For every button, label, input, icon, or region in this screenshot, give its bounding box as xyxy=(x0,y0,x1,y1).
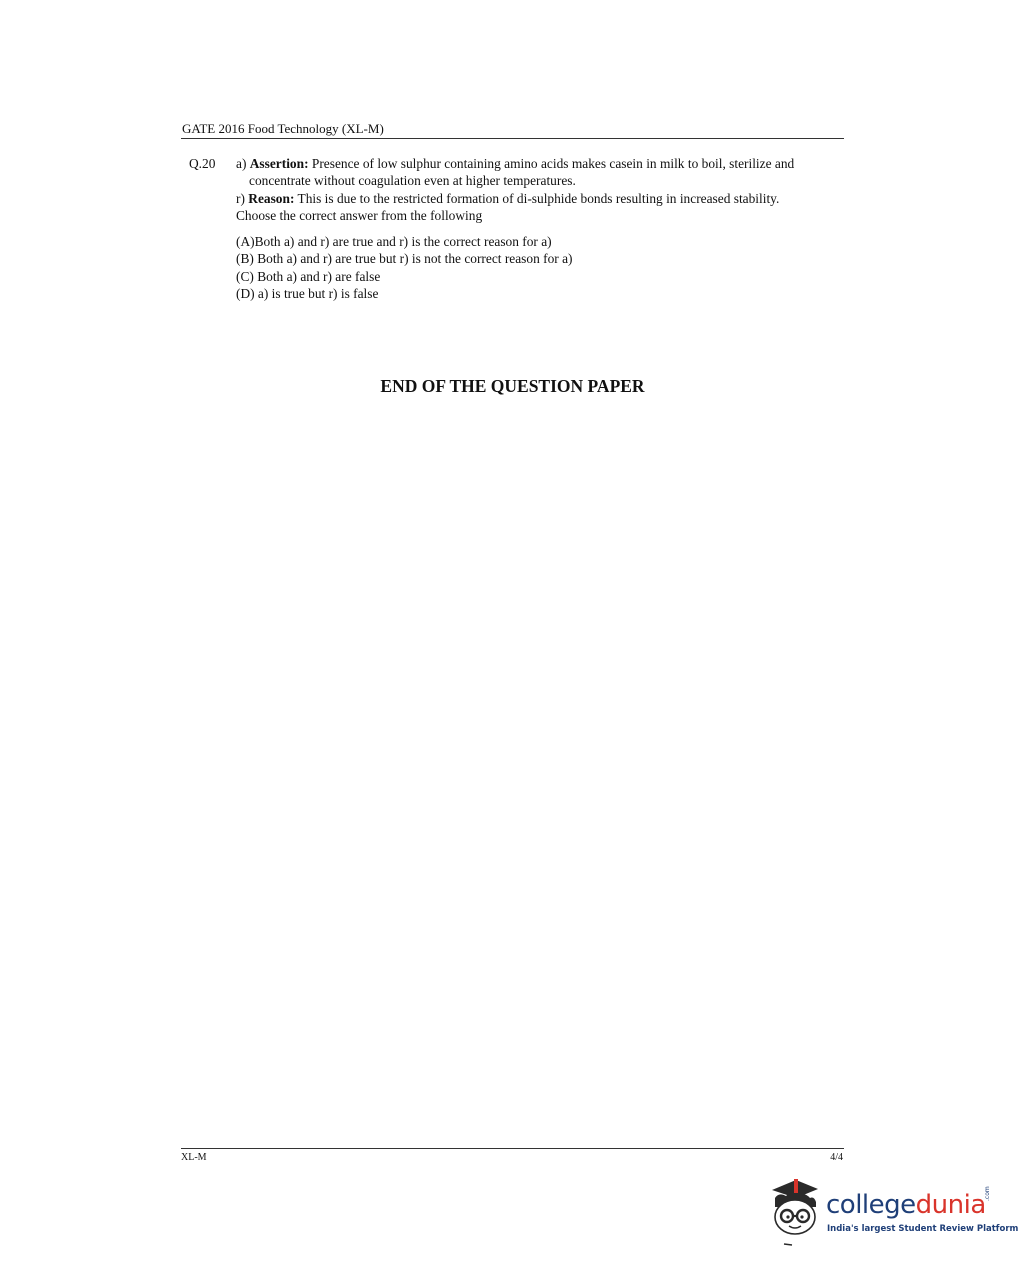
reason-label: Reason: xyxy=(248,190,295,206)
page-footer xyxy=(181,1148,844,1169)
student-mascot-icon xyxy=(766,1176,828,1248)
option-b: (B) Both a) and r) are true but r) is not the correct reason for a) xyxy=(236,251,573,267)
reason-text: This is due to the restricted formation of di-sulphide bonds resulting in increased stability. xyxy=(297,190,780,206)
reason-prefix: r) xyxy=(236,190,245,206)
brand-name-dunia: dunia xyxy=(915,1190,986,1220)
question-number: Q.20 xyxy=(189,156,216,171)
collegedunia-logo xyxy=(766,1176,1019,1256)
brand-name-college: college xyxy=(826,1190,916,1220)
option-a: (A)Both a) and r) are true and r) is the correct reason for a) xyxy=(236,234,552,250)
reason-statement xyxy=(236,190,846,207)
assertion-prefix: a) xyxy=(236,156,247,171)
option-d: (D) a) is true but r) is false xyxy=(236,286,379,302)
page-header xyxy=(181,120,844,139)
brand-tld: .com xyxy=(984,1186,991,1201)
end-of-paper-heading: END OF THE QUESTION PAPER xyxy=(380,376,645,396)
question-body xyxy=(236,155,846,302)
answer-options xyxy=(236,233,846,302)
assertion-statement xyxy=(236,155,846,190)
brand-wordmark xyxy=(826,1190,986,1220)
assertion-text: Presence of low sulphur containing amino acids makes casein in milk to boil, sterilize and concentrate without coagulation even at higher temperatures. xyxy=(249,156,795,189)
assertion-label: Assertion: xyxy=(249,156,309,171)
footer-paper-code: XL-M xyxy=(181,1152,207,1163)
footer-page-number: 4/4 xyxy=(830,1152,843,1163)
answer-prompt: Choose the correct answer from the following xyxy=(236,207,483,223)
exam-title: GATE 2016 Food Technology (XL-M) xyxy=(182,121,384,136)
option-c: (C) Both a) and r) are false xyxy=(236,268,381,284)
brand-tagline: India's largest Student Review Platform xyxy=(827,1224,1019,1234)
